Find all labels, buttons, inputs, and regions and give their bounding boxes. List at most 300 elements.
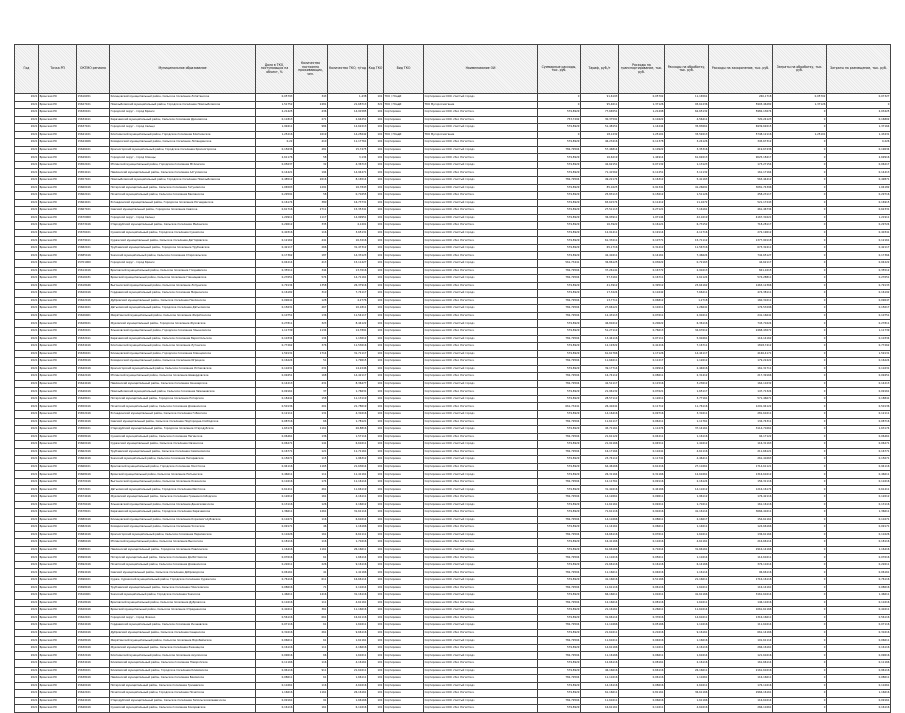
table-cell[interactable]: 1,21498 bbox=[619, 109, 665, 117]
table-cell[interactable]: Сортировка bbox=[384, 177, 424, 185]
table-cell[interactable]: 1134 bbox=[294, 327, 328, 335]
table-cell[interactable]: 0,91341 bbox=[619, 184, 665, 192]
table-cell[interactable]: 0,11616 bbox=[827, 599, 891, 607]
table-cell[interactable]: 15676101 bbox=[77, 229, 110, 237]
table-cell[interactable]: 15620416 bbox=[77, 290, 110, 298]
table-cell[interactable]: 101 bbox=[368, 652, 384, 660]
table-cell[interactable]: 96,66116 bbox=[709, 569, 773, 577]
table-cell[interactable]: 6,36116 bbox=[665, 320, 709, 328]
table-cell[interactable]: 0,48512 bbox=[256, 177, 294, 185]
table-cell[interactable]: 579,8929 bbox=[538, 161, 581, 169]
table-cell[interactable]: 579,8929 bbox=[538, 207, 581, 215]
table-cell[interactable]: 1,78121 bbox=[328, 418, 368, 426]
table-row[interactable] bbox=[15, 177, 891, 185]
column-header[interactable]: Затраты на обработку, тыс. руб. bbox=[773, 45, 827, 94]
table-cell[interactable]: 15682101 bbox=[77, 244, 110, 252]
table-cell[interactable]: 1,16416 bbox=[256, 546, 294, 554]
table-cell[interactable]: 101 bbox=[368, 607, 384, 615]
table-cell[interactable]: 15644416 bbox=[77, 380, 110, 388]
table-cell[interactable]: 126 bbox=[294, 501, 328, 509]
table-cell[interactable]: 0,04222 bbox=[827, 260, 891, 268]
table-cell[interactable]: 2,91611 bbox=[665, 312, 709, 320]
table-cell[interactable]: Брянская РО bbox=[39, 343, 77, 351]
table-cell[interactable]: 42,62151 bbox=[581, 161, 619, 169]
table-cell[interactable]: Злынковский муниципальный район, Городское поселение Злынковское bbox=[110, 327, 256, 335]
table-cell[interactable]: 2021 bbox=[15, 652, 39, 660]
table-cell[interactable]: 0,50136 bbox=[256, 403, 294, 411]
table-cell[interactable]: 0,07116 bbox=[827, 622, 891, 630]
table-cell[interactable]: 0,27651 bbox=[827, 275, 891, 283]
table-cell[interactable]: Брянская РО bbox=[39, 614, 77, 622]
table-cell[interactable]: 27,66121 bbox=[581, 305, 619, 313]
table-cell[interactable]: 2,16617 bbox=[665, 516, 709, 524]
table-cell[interactable]: 2021 bbox=[15, 207, 39, 215]
table-cell[interactable]: 66 bbox=[294, 418, 328, 426]
table-cell[interactable]: 14,7891 bbox=[328, 327, 368, 335]
table-cell[interactable]: Клинцовский муниципальный район, Городское поселение Клинцовское bbox=[110, 350, 256, 358]
table-cell[interactable]: Брянская РО bbox=[39, 705, 77, 713]
table-cell[interactable]: 841,1615 bbox=[709, 267, 773, 275]
table-cell[interactable]: 15660416 bbox=[77, 184, 110, 192]
table-cell[interactable]: 101 bbox=[368, 290, 384, 298]
table-cell[interactable]: 2021 bbox=[15, 614, 39, 622]
table-row[interactable] bbox=[15, 395, 891, 403]
table-cell[interactable]: Сортировка на ООО «Эко Логистик» bbox=[424, 169, 538, 177]
table-cell[interactable]: 2,31412 bbox=[665, 373, 709, 381]
table-cell[interactable]: Брянская РО bbox=[39, 637, 77, 645]
table-cell[interactable]: 11,16166 bbox=[581, 652, 619, 660]
table-cell[interactable]: 0 bbox=[773, 478, 827, 486]
table-cell[interactable]: 15690416 bbox=[77, 554, 110, 562]
table-cell[interactable]: 579,8929 bbox=[538, 350, 581, 358]
table-cell[interactable]: 0,17362 bbox=[256, 252, 294, 260]
table-cell[interactable]: Сортировка на ООО «Эко Логистик» bbox=[424, 584, 538, 592]
table-row[interactable] bbox=[15, 493, 891, 501]
table-cell[interactable]: 579,8929 bbox=[538, 290, 581, 298]
table-cell[interactable]: Сортировка на ООО «Чистый город» bbox=[424, 516, 538, 524]
table-cell[interactable]: Сортировка на ООО «Эко Логистик» bbox=[424, 207, 538, 215]
table-cell[interactable]: Брянская РО bbox=[39, 177, 77, 185]
table-cell[interactable]: Красногорский муниципальный район, Сельское поселение Лотаковское bbox=[110, 365, 256, 373]
table-cell[interactable]: Брянская РО bbox=[39, 260, 77, 268]
table-cell[interactable]: Сортировка на ООО «Чистый город» bbox=[424, 199, 538, 207]
table-cell[interactable]: 0,11251 bbox=[619, 169, 665, 177]
table-cell[interactable]: 158 bbox=[294, 395, 328, 403]
table-cell[interactable]: 0,09641 bbox=[256, 297, 294, 305]
table-cell[interactable]: 1161 bbox=[294, 690, 328, 698]
table-cell[interactable]: 0,22611 bbox=[256, 561, 294, 569]
table-cell[interactable]: 0,40341 bbox=[827, 229, 891, 237]
table-cell[interactable]: Сортировка bbox=[384, 441, 424, 449]
table-cell[interactable]: 36,93911 bbox=[581, 214, 619, 222]
table-cell[interactable]: 0,07327 bbox=[827, 94, 891, 102]
table-cell[interactable]: 0 bbox=[773, 554, 827, 562]
table-cell[interactable]: 0 bbox=[773, 267, 827, 275]
table-cell[interactable]: 1,07144 bbox=[619, 214, 665, 222]
table-cell[interactable]: 3,31611 bbox=[665, 410, 709, 418]
table-row[interactable] bbox=[15, 214, 891, 222]
table-cell[interactable]: 16,66116 bbox=[581, 531, 619, 539]
table-cell[interactable]: 0,76613 bbox=[619, 327, 665, 335]
table-cell[interactable]: 0,11616 bbox=[827, 478, 891, 486]
table-cell[interactable]: 26,37916 bbox=[328, 282, 368, 290]
table-cell[interactable]: Брянская РО bbox=[39, 214, 77, 222]
table-cell[interactable]: 0,06271 bbox=[827, 441, 891, 449]
table-cell[interactable]: 0,08716 bbox=[256, 418, 294, 426]
table-cell[interactable]: 2021 bbox=[15, 682, 39, 690]
table-cell[interactable]: 0,09161 bbox=[827, 697, 891, 705]
table-cell[interactable]: 0,11813 bbox=[256, 116, 294, 124]
table-cell[interactable]: Брянская РО bbox=[39, 116, 77, 124]
table-cell[interactable]: 782,79504 bbox=[538, 373, 581, 381]
table-cell[interactable]: Брянская РО bbox=[39, 327, 77, 335]
table-cell[interactable]: 31,16116 bbox=[328, 592, 368, 600]
table-cell[interactable]: Сортировка на ООО «Чистый город» bbox=[424, 501, 538, 509]
table-cell[interactable]: 1,79615 bbox=[328, 358, 368, 366]
table-cell[interactable]: Брянская РО bbox=[39, 222, 77, 230]
table-cell[interactable]: 0,19114 bbox=[619, 229, 665, 237]
table-cell[interactable]: 57,46814 bbox=[581, 146, 619, 154]
table-cell[interactable]: 782,79504 bbox=[538, 584, 581, 592]
table-cell[interactable]: 1,14611 bbox=[665, 524, 709, 532]
table-cell[interactable]: Брянская РО bbox=[39, 554, 77, 562]
table-cell[interactable]: 0,18116 bbox=[827, 539, 891, 547]
table-cell[interactable]: Сортировка bbox=[384, 305, 424, 313]
table-cell[interactable]: 37,14161 bbox=[665, 426, 709, 434]
table-cell[interactable]: 15694416 bbox=[77, 569, 110, 577]
table-cell[interactable]: 0 bbox=[773, 577, 827, 585]
table-cell[interactable]: 571,46671 bbox=[709, 395, 773, 403]
table-cell[interactable]: 15684416 bbox=[77, 531, 110, 539]
table-cell[interactable]: Сортировка bbox=[384, 667, 424, 675]
table-cell[interactable]: 2,69916 bbox=[827, 154, 891, 162]
table-cell[interactable]: Брянская РО bbox=[39, 184, 77, 192]
table-cell[interactable]: 458,23117 bbox=[709, 192, 773, 200]
table-cell[interactable]: 66 bbox=[294, 652, 328, 660]
table-cell[interactable]: Сортировка на ООО «Чистый город» bbox=[424, 177, 538, 185]
table-cell[interactable]: 782,79504 bbox=[538, 697, 581, 705]
table-cell[interactable]: 15696101 bbox=[77, 577, 110, 585]
table-cell[interactable]: Брянский муниципальный район, Сельское поселение Глинищевское bbox=[110, 275, 256, 283]
table-cell[interactable]: 57,3161 bbox=[581, 275, 619, 283]
table-cell[interactable]: 101 bbox=[368, 501, 384, 509]
table-cell[interactable]: 15628101 bbox=[77, 320, 110, 328]
table-cell[interactable]: 0,11611 bbox=[619, 644, 665, 652]
table-cell[interactable]: Сортировка bbox=[384, 380, 424, 388]
table-cell[interactable]: 4,31616 bbox=[328, 410, 368, 418]
table-cell[interactable]: 9,16161 bbox=[665, 629, 709, 637]
table-cell[interactable]: 2021 bbox=[15, 358, 39, 366]
table-cell[interactable]: Клинцовский муниципальный район, Сельское поселение Лопатенское bbox=[110, 94, 256, 102]
table-cell[interactable]: Стародубский муниципальный район, Сельское поселение Меленское bbox=[110, 222, 256, 230]
table-cell[interactable]: 61 bbox=[294, 554, 328, 562]
table-cell[interactable]: 116 bbox=[294, 516, 328, 524]
table-cell[interactable]: 0,07611 bbox=[619, 312, 665, 320]
table-cell[interactable]: Сортировка bbox=[384, 448, 424, 456]
table-cell[interactable]: 0,09171 bbox=[256, 524, 294, 532]
table-cell[interactable]: 0 bbox=[773, 531, 827, 539]
table-cell[interactable]: 0,15671 bbox=[827, 456, 891, 464]
table-cell[interactable]: 0,41216 bbox=[619, 343, 665, 351]
table-cell[interactable]: Сортировка на ООО «Чистый город» bbox=[424, 622, 538, 630]
table-cell[interactable]: Сортировка bbox=[384, 471, 424, 479]
table-cell[interactable]: 6,61611 bbox=[328, 441, 368, 449]
table-cell[interactable]: 2021 bbox=[15, 486, 39, 494]
table-cell[interactable]: 101 bbox=[368, 297, 384, 305]
table-cell[interactable]: Сортировка bbox=[384, 169, 424, 177]
table-cell[interactable]: 101 bbox=[368, 569, 384, 577]
table-cell[interactable]: 101 bbox=[368, 146, 384, 154]
table-cell[interactable]: Навлинский муниципальный район, Сельское поселение Синезерское bbox=[110, 380, 256, 388]
table-cell[interactable]: 0 bbox=[773, 161, 827, 169]
table-cell[interactable]: Сортировка на ООО «Эко Логистик» bbox=[424, 192, 538, 200]
table-cell[interactable]: 2021 bbox=[15, 116, 39, 124]
table-cell[interactable]: 101 bbox=[368, 161, 384, 169]
table-cell[interactable]: Брянская РО bbox=[39, 297, 77, 305]
table-cell[interactable]: 0,04214 bbox=[256, 260, 294, 268]
table-cell[interactable]: 26,8816 bbox=[328, 426, 368, 434]
table-cell[interactable]: 101 bbox=[368, 192, 384, 200]
table-cell[interactable]: 161,31711 bbox=[709, 365, 773, 373]
table-cell[interactable]: Брянская РО bbox=[39, 244, 77, 252]
table-cell[interactable]: 0,10771 bbox=[619, 237, 665, 245]
table-cell[interactable]: Погарский муниципальный район, Сельское поселение Гриневское bbox=[110, 682, 256, 690]
table-cell[interactable]: Сортировка на ООО «Чистый город» bbox=[424, 305, 538, 313]
table-cell[interactable]: 15622416 bbox=[77, 297, 110, 305]
table-cell[interactable]: Сортировка на ООО «Эко Логистик» bbox=[424, 478, 538, 486]
table-cell[interactable]: Сортировка bbox=[384, 124, 424, 132]
table-cell[interactable]: 2021 bbox=[15, 418, 39, 426]
table-cell[interactable]: 4,16616 bbox=[328, 644, 368, 652]
table-cell[interactable]: 41,61166 bbox=[665, 592, 709, 600]
table-cell[interactable]: Брянская РО bbox=[39, 539, 77, 547]
table-cell[interactable]: 1,16416 bbox=[827, 546, 891, 554]
table-cell[interactable]: 15618416 bbox=[77, 599, 110, 607]
table-cell[interactable]: 413 bbox=[294, 260, 328, 268]
table-row[interactable] bbox=[15, 637, 891, 645]
table-cell[interactable]: 579,8929 bbox=[538, 463, 581, 471]
column-header[interactable]: Расходы на обработку, тыс. руб. bbox=[665, 45, 709, 94]
table-cell[interactable]: 8,16514 bbox=[328, 177, 368, 185]
table-cell[interactable]: 9,16116 bbox=[328, 561, 368, 569]
table-cell[interactable]: Сортировка bbox=[384, 410, 424, 418]
table-cell[interactable]: 101 bbox=[368, 260, 384, 268]
table-cell[interactable]: 101 bbox=[368, 463, 384, 471]
table-cell[interactable]: Сортировка bbox=[384, 433, 424, 441]
table-cell[interactable]: 419,67436 bbox=[709, 146, 773, 154]
table-cell[interactable]: 101 bbox=[368, 705, 384, 713]
table-cell[interactable]: 0,72163 bbox=[665, 260, 709, 268]
table-cell[interactable]: 0,71614 bbox=[619, 546, 665, 554]
table-cell[interactable]: Сортировка bbox=[384, 373, 424, 381]
table-cell[interactable]: 579,8929 bbox=[538, 667, 581, 675]
table-cell[interactable]: 0 bbox=[773, 546, 827, 554]
table-cell[interactable]: 58 bbox=[294, 192, 328, 200]
table-cell[interactable]: 3,65131 bbox=[328, 229, 368, 237]
table-cell[interactable]: 101 bbox=[368, 244, 384, 252]
table-cell[interactable]: 61 bbox=[294, 637, 328, 645]
table-cell[interactable]: 266,11661 bbox=[709, 705, 773, 713]
table-cell[interactable]: 0,77262 bbox=[256, 343, 294, 351]
table-cell[interactable]: 0,35512 bbox=[827, 267, 891, 275]
table-cell[interactable]: 579,8929 bbox=[538, 252, 581, 260]
table-row[interactable] bbox=[15, 244, 891, 252]
table-cell[interactable]: Сортировка на ООО «Чистый город» bbox=[424, 561, 538, 569]
table-cell[interactable]: 14,91585 bbox=[328, 109, 368, 117]
table-cell[interactable]: 1,63174 bbox=[827, 426, 891, 434]
table-cell[interactable]: 2,16116 bbox=[665, 660, 709, 668]
table-cell[interactable]: 15634416 bbox=[77, 660, 110, 668]
table-cell[interactable]: Брянская РО bbox=[39, 660, 77, 668]
table-cell[interactable]: 101 bbox=[368, 561, 384, 569]
table-cell[interactable]: Брянская РО bbox=[39, 199, 77, 207]
table-cell[interactable]: Сортировка bbox=[384, 275, 424, 283]
table-cell[interactable]: 46 bbox=[294, 524, 328, 532]
table-cell[interactable]: 5,41163 bbox=[665, 177, 709, 185]
table-cell[interactable]: 0,06161 bbox=[827, 569, 891, 577]
table-cell[interactable]: 0,96116 bbox=[827, 667, 891, 675]
table-cell[interactable]: 101 bbox=[368, 637, 384, 645]
table-cell[interactable]: 11,61116 bbox=[581, 584, 619, 592]
table-cell[interactable]: 179,22422 bbox=[709, 358, 773, 366]
table-cell[interactable]: 15626416 bbox=[77, 629, 110, 637]
table-cell[interactable]: Суземский муниципальный район, Сельское поселение Кокоревское bbox=[110, 705, 256, 713]
table-cell[interactable]: 0,09161 bbox=[256, 697, 294, 705]
table-cell[interactable]: 26,16611 bbox=[665, 667, 709, 675]
table-cell[interactable]: 16,73731 bbox=[328, 199, 368, 207]
table-cell[interactable]: Унечский муниципальный район, Сельское поселение Старосельское bbox=[110, 252, 256, 260]
table-cell[interactable]: 11,11616 bbox=[581, 675, 619, 683]
table-cell[interactable]: 0,226 bbox=[827, 139, 891, 147]
table-cell[interactable]: 27,11661 bbox=[665, 463, 709, 471]
table-cell[interactable]: Брянская РО bbox=[39, 267, 77, 275]
table-cell[interactable]: 2021 bbox=[15, 388, 39, 396]
table-cell[interactable]: 1,16616 bbox=[665, 637, 709, 645]
table-cell[interactable]: 0,11661 bbox=[827, 682, 891, 690]
table-cell[interactable]: 15678101 bbox=[77, 509, 110, 517]
table-cell[interactable]: 32 bbox=[294, 161, 328, 169]
table-cell[interactable]: 782,79504 bbox=[538, 275, 581, 283]
table-cell[interactable]: Брянская РО bbox=[39, 463, 77, 471]
table-cell[interactable]: 0,66116 bbox=[619, 667, 665, 675]
table-cell[interactable]: 0,61216 bbox=[619, 463, 665, 471]
table-cell[interactable]: Сортировка на ООО «Эко Логистик» bbox=[424, 690, 538, 698]
table-row[interactable] bbox=[15, 531, 891, 539]
table-cell[interactable]: Сортировка на ООО «Чистый город» bbox=[424, 682, 538, 690]
table-cell[interactable]: Брянская РО bbox=[39, 418, 77, 426]
table-cell[interactable]: Сортировка на ООО «Чистый город» bbox=[424, 667, 538, 675]
table-row[interactable] bbox=[15, 116, 891, 124]
table-cell[interactable]: 101 bbox=[368, 531, 384, 539]
table-cell[interactable]: 1,26641 bbox=[665, 305, 709, 313]
table-cell[interactable]: 0 bbox=[773, 682, 827, 690]
table-cell[interactable]: 0 bbox=[773, 388, 827, 396]
table-cell[interactable]: 579,8929 bbox=[538, 327, 581, 335]
table-cell[interactable]: Сортировка bbox=[384, 320, 424, 328]
table-cell[interactable]: 1,11616 bbox=[665, 622, 709, 630]
table-cell[interactable]: 15698416 bbox=[77, 584, 110, 592]
table-cell[interactable]: Сортировка bbox=[384, 456, 424, 464]
table-cell[interactable]: 0,39512 bbox=[619, 282, 665, 290]
table-cell[interactable]: 4,16161 bbox=[328, 660, 368, 668]
table-cell[interactable]: 335 bbox=[294, 222, 328, 230]
table-cell[interactable]: Брянская РО bbox=[39, 146, 77, 154]
table-cell[interactable]: 0 bbox=[773, 622, 827, 630]
table-cell[interactable]: 0,11217 bbox=[619, 358, 665, 366]
table-cell[interactable]: Сортировка bbox=[384, 426, 424, 434]
table-cell[interactable]: 579,8929 bbox=[538, 320, 581, 328]
table-cell[interactable]: 2021 bbox=[15, 343, 39, 351]
table-cell[interactable]: Сортировка bbox=[384, 577, 424, 585]
table-cell[interactable]: 101 bbox=[368, 410, 384, 418]
table-cell[interactable]: 0,07111 bbox=[619, 335, 665, 343]
table-cell[interactable]: Сортировка на ООО «Чистый город» bbox=[424, 320, 538, 328]
table-cell[interactable]: 4,61161 bbox=[665, 539, 709, 547]
table-cell[interactable]: 742,65127 bbox=[709, 252, 773, 260]
table-cell[interactable]: 1,37126 bbox=[773, 101, 827, 109]
table-cell[interactable]: 15634411 bbox=[77, 116, 110, 124]
table-cell[interactable]: 0,61411 bbox=[256, 486, 294, 494]
table-cell[interactable]: 61,33211 bbox=[581, 237, 619, 245]
table-cell[interactable]: Сортировка bbox=[384, 260, 424, 268]
table-cell[interactable]: Сортировка на ООО «Чистый город» bbox=[424, 124, 538, 132]
table-row[interactable] bbox=[15, 433, 891, 441]
table-cell[interactable]: 8,36477 bbox=[328, 380, 368, 388]
table-cell[interactable]: 2021 bbox=[15, 599, 39, 607]
table-cell[interactable]: 2021 bbox=[15, 244, 39, 252]
table-cell[interactable]: 61 bbox=[294, 675, 328, 683]
table-cell[interactable]: Новозыбковский муниципальный район, Сельское поселение Замишевское bbox=[110, 388, 256, 396]
table-cell[interactable]: 2916,14166 bbox=[709, 546, 773, 554]
table-cell[interactable]: 13,44116 bbox=[581, 335, 619, 343]
table-cell[interactable]: Сортировка bbox=[384, 252, 424, 260]
table-cell[interactable]: Сортировка на ООО «Эко Логистик» bbox=[424, 554, 538, 562]
table-cell[interactable]: Сортировка bbox=[384, 199, 424, 207]
table-row[interactable] bbox=[15, 463, 891, 471]
table-cell[interactable]: 0,44166 bbox=[619, 486, 665, 494]
table-cell[interactable]: Сортировка на ООО «Чистый город» bbox=[424, 275, 538, 283]
table-cell[interactable]: Сортировка на ООО «Чистый город» bbox=[424, 184, 538, 192]
table-cell[interactable]: 673,32411 bbox=[709, 244, 773, 252]
table-cell[interactable]: Сортировка bbox=[384, 192, 424, 200]
table-cell[interactable]: Брянская РО bbox=[39, 282, 77, 290]
table-cell[interactable]: 782,79504 bbox=[538, 531, 581, 539]
table-row[interactable] bbox=[15, 161, 891, 169]
table-row[interactable] bbox=[15, 365, 891, 373]
table-cell[interactable]: Сортировка bbox=[384, 244, 424, 252]
table-cell[interactable]: 0,05166 bbox=[619, 622, 665, 630]
table-cell[interactable]: 0,08161 bbox=[619, 660, 665, 668]
table-cell[interactable]: 11,11616 bbox=[581, 554, 619, 562]
table-cell[interactable]: 0,06217 bbox=[827, 161, 891, 169]
table-cell[interactable]: 8,44122 bbox=[328, 320, 368, 328]
table-cell[interactable]: 0,09616 bbox=[827, 652, 891, 660]
table-cell[interactable]: 1,01611 bbox=[619, 592, 665, 600]
table-cell[interactable]: 15692416 bbox=[77, 561, 110, 569]
table-cell[interactable]: Сортировка bbox=[384, 229, 424, 237]
table-cell[interactable]: 0,11661 bbox=[256, 682, 294, 690]
table-cell[interactable]: 2021 bbox=[15, 629, 39, 637]
table-cell[interactable]: 0,12611 bbox=[619, 395, 665, 403]
table-cell[interactable]: Сортировка bbox=[384, 660, 424, 668]
table-cell[interactable]: 136 bbox=[294, 312, 328, 320]
table-cell[interactable]: 16,6219 bbox=[581, 154, 619, 162]
table-cell[interactable]: Сортировка на ООО «Эко Логистик» bbox=[424, 614, 538, 622]
table-cell[interactable]: 1,63174 bbox=[256, 426, 294, 434]
table-cell[interactable]: Брянская РО bbox=[39, 546, 77, 554]
table-cell[interactable]: 720,24123 bbox=[709, 116, 773, 124]
table-cell[interactable]: 101 bbox=[368, 577, 384, 585]
